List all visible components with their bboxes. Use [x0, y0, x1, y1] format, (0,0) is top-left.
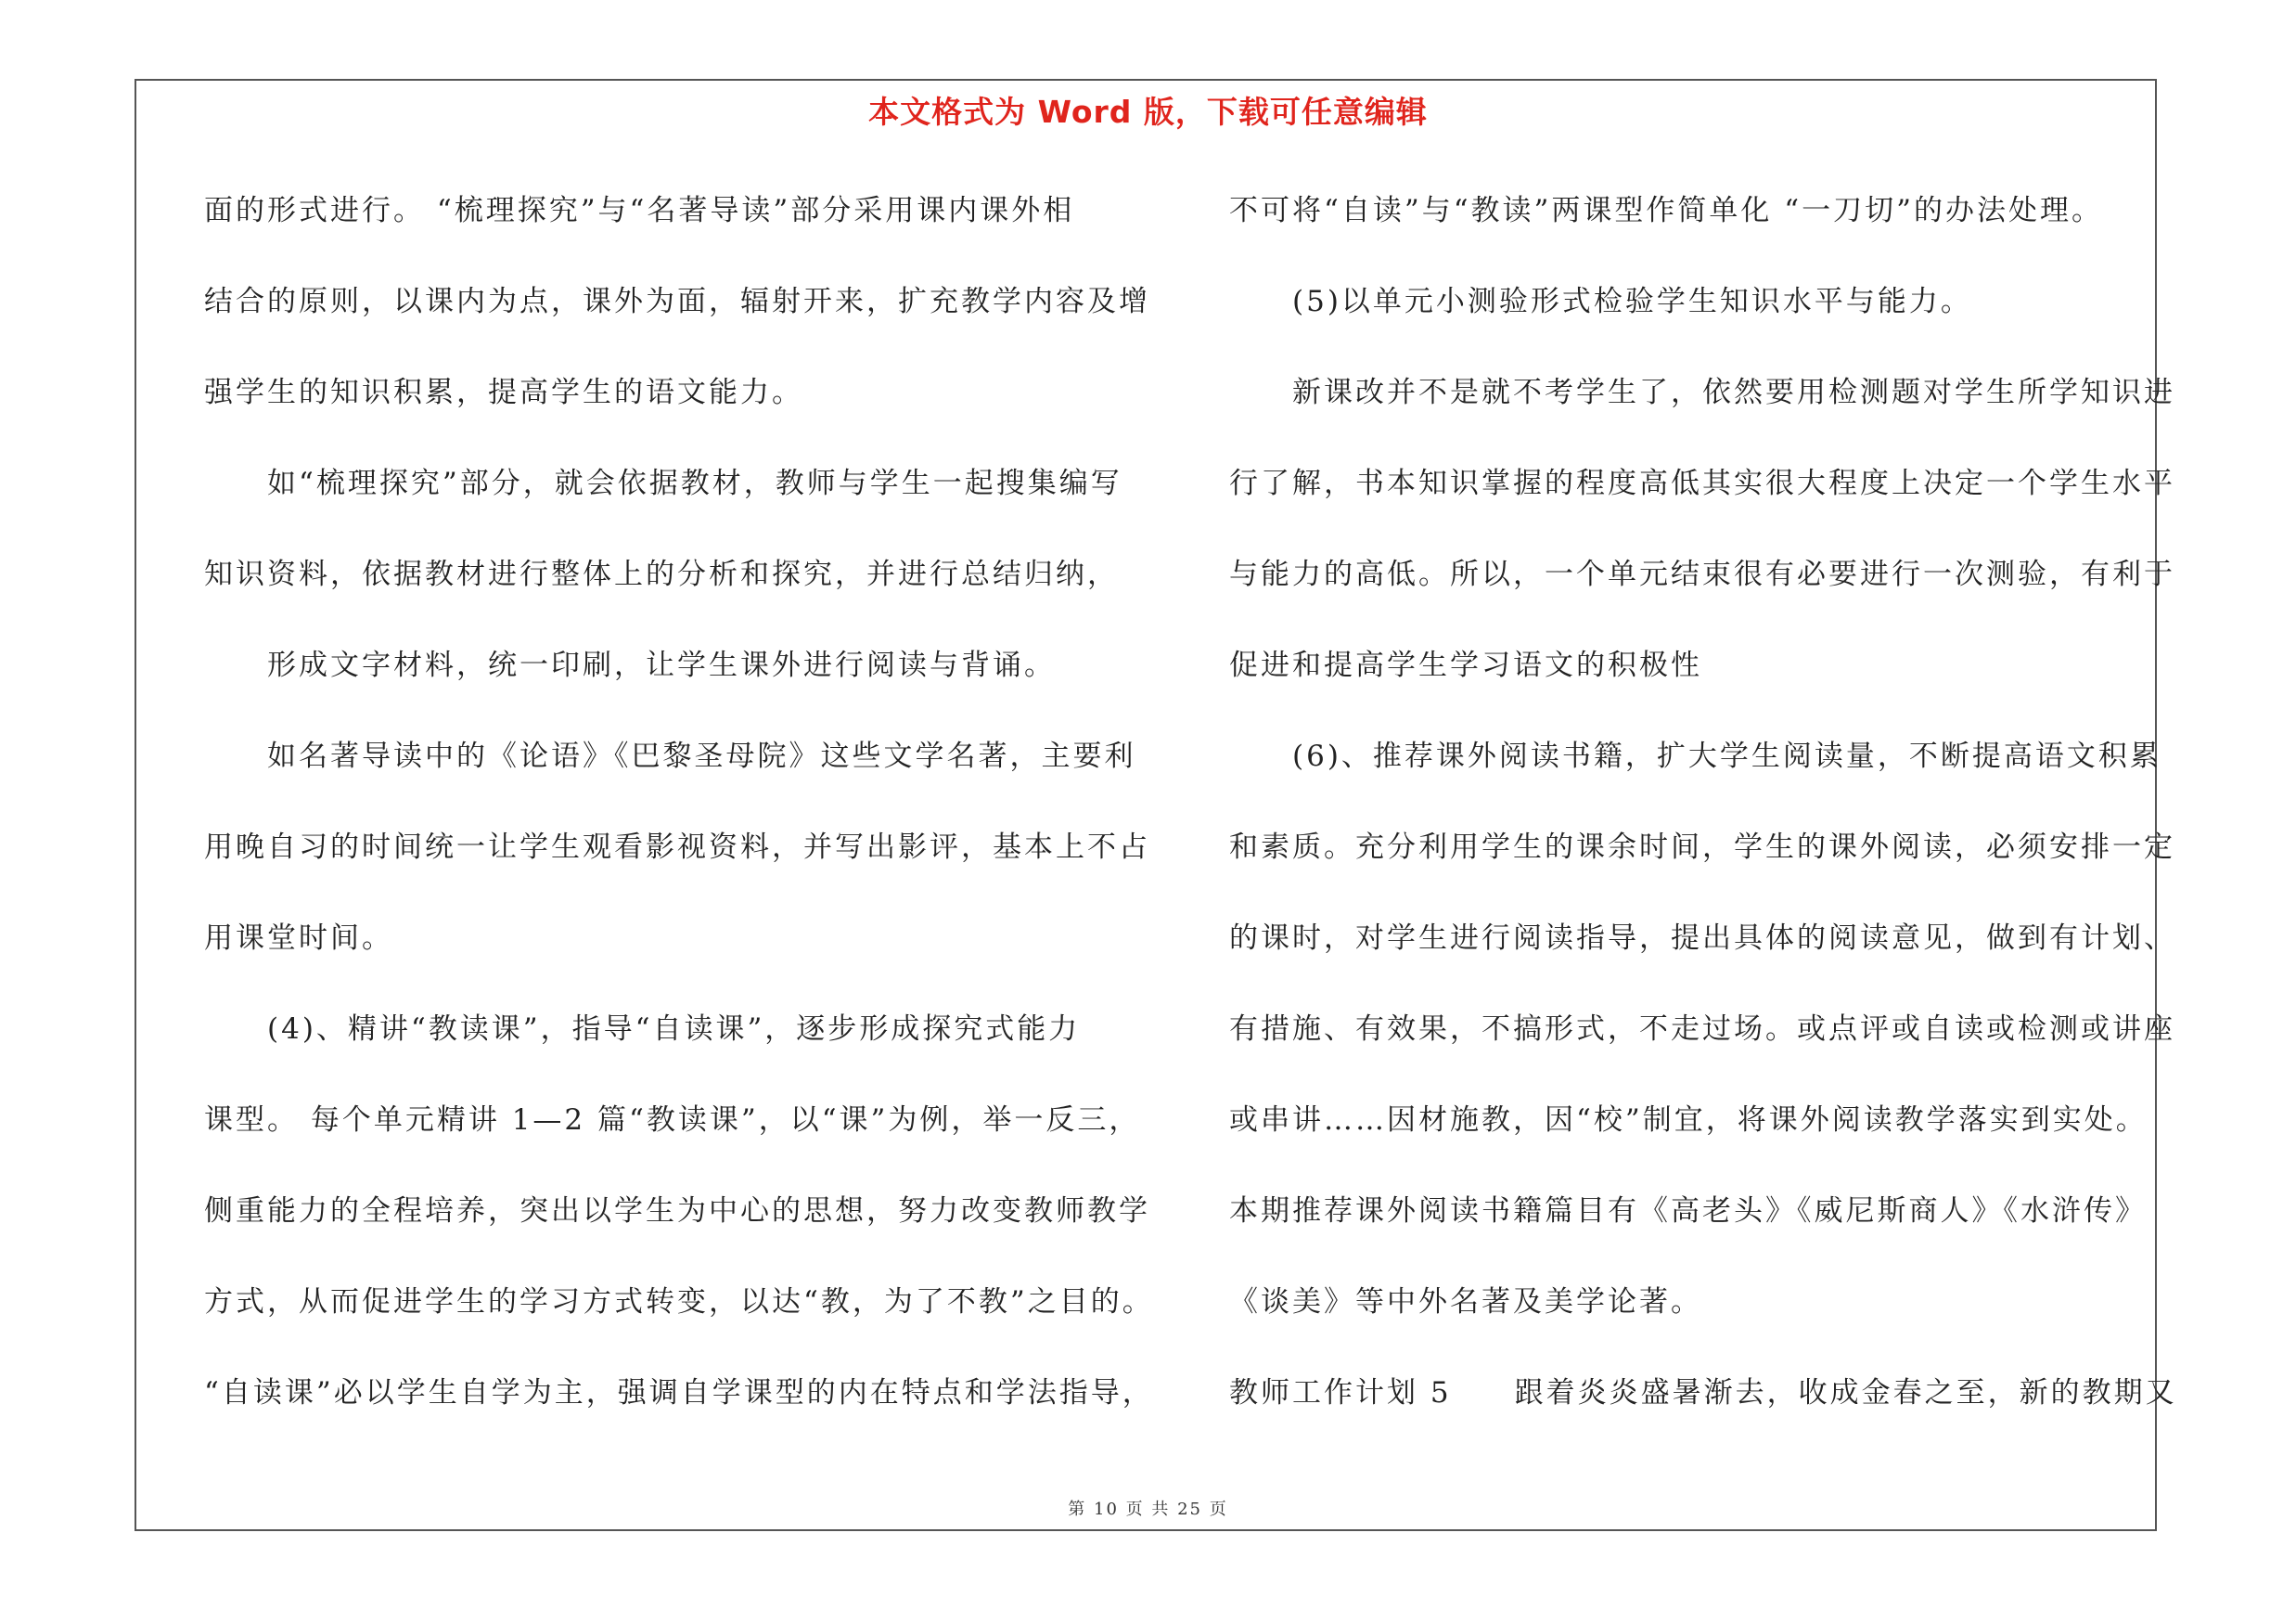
format-banner: 本文格式为 Word 版，下载可任意编辑: [868, 94, 1428, 130]
text-line: 本期推荐课外阅读书籍篇目有《高老头》《威尼斯商人》《水浒传》: [1229, 1194, 2147, 1228]
text-line: 的课时，对学生进行阅读指导，提出具体的阅读意见，做到有计划、: [1229, 921, 2175, 955]
text-line: 行了解，书本知识掌握的程度高低其实很大程度上决定一个学生水平: [1229, 467, 2175, 500]
text-line: 不可将“自读”与“教读”两课型作简单化 “一刀切”的办法处理。: [1229, 194, 2103, 227]
text-line: 课型。 每个单元精讲 1—2 篇“教读课”，以“课”为例，举一反三，: [204, 1103, 1141, 1137]
text-line: 如“梳理探究”部分，就会依据教材，教师与学生一起搜集编写: [267, 467, 1122, 500]
text-line: 与能力的高低。所以，一个单元结束很有必要进行一次测验，有利于: [1229, 558, 2175, 591]
left-column: [204, 181, 1154, 1454]
text-line: 侧重能力的全程培养，突出以学生为中心的思想，努力改变教师教学: [204, 1194, 1150, 1228]
text-line: 如名著导读中的《论语》《巴黎圣母院》这些文学名著，主要利: [267, 740, 1136, 773]
text-line: 有措施、有效果，不搞形式，不走过场。或点评或自读或检测或讲座: [1229, 1012, 2175, 1046]
text-line: 《谈美》等中外名著及美学论著。: [1229, 1285, 1702, 1319]
text-line: 强学生的知识积累，提高学生的语文能力。: [204, 376, 803, 409]
text-line: 面的形式进行。 “梳理探究”与“名著导读”部分采用课内课外相: [204, 194, 1075, 227]
text-line: 或串讲……因材施教，因“校”制宜，将课外阅读教学落实到实处。: [1229, 1103, 2148, 1137]
text-line: 形成文字材料，统一印刷，让学生课外进行阅读与背诵。: [267, 649, 1056, 682]
text-line: 教师工作计划 5 跟着炎炎盛暑渐去，收成金春之至，新的教期又: [1229, 1376, 2177, 1410]
text-line: 方式，从而促进学生的学习方式转变，以达“教，为了不教”之目的。: [204, 1285, 1154, 1319]
text-line: (5)以单元小测验形式检验学生知识水平与能力。: [1292, 285, 1972, 318]
text-line: “自读课”必以学生自学为主，强调自学课型的内在特点和学法指导，: [204, 1376, 1154, 1410]
page-number-footer: 第 10 页 共 25 页: [1068, 1500, 1228, 1519]
text-line: 用晚自习的时间统一让学生观看影视资料，并写出影评，基本上不占: [204, 831, 1150, 864]
text-line: 知识资料，依据教材进行整体上的分析和探究，并进行总结归纳，: [204, 558, 1119, 591]
text-line: 用课堂时间。: [204, 921, 393, 955]
text-line: (6)、推荐课外阅读书籍，扩大学生阅读量，不断提高语文积累: [1292, 740, 2161, 773]
text-line: 和素质。充分利用学生的课余时间，学生的课外阅读，必须安排一定: [1229, 831, 2175, 864]
text-line: (4)、精讲“教读课”，指导“自读课”，逐步形成探究式能力: [267, 1012, 1081, 1046]
right-column: [1229, 181, 2175, 1454]
text-line: 结合的原则，以课内为点，课外为面，辐射开来，扩充教学内容及增: [204, 285, 1150, 318]
text-line: 新课改并不是就不考学生了，依然要用检测题对学生所学知识进: [1292, 376, 2175, 409]
text-line: 促进和提高学生学习语文的积极性: [1229, 649, 1702, 682]
